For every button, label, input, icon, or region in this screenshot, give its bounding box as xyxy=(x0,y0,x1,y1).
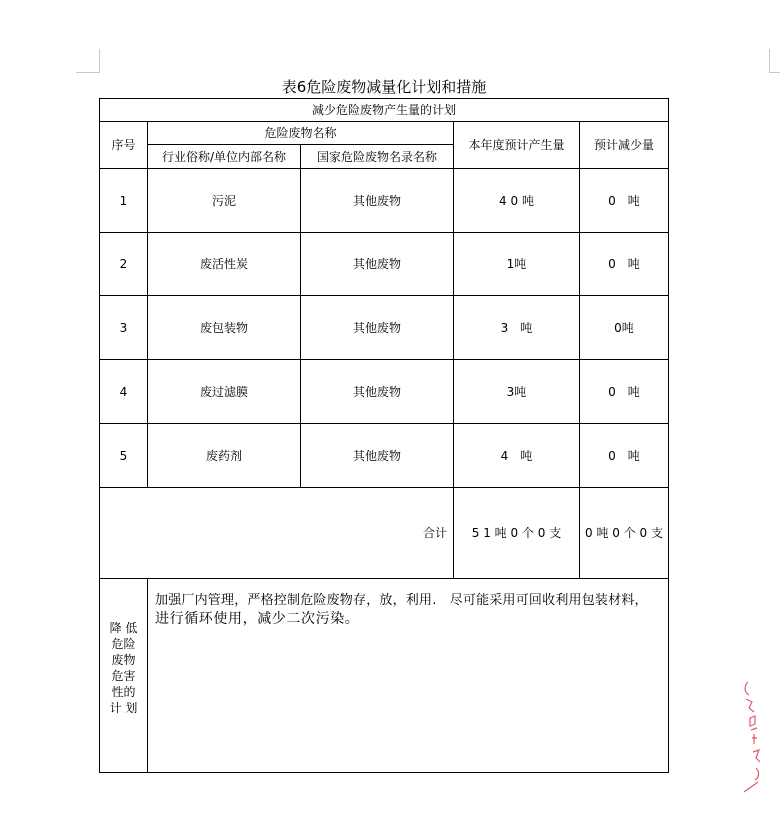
crop-mark-left-h xyxy=(76,72,99,73)
measures-text xyxy=(155,591,667,629)
row-industry-name: 废活性炭 xyxy=(199,257,248,271)
header-waste-name: 危险废物名称 xyxy=(264,126,337,140)
row-seq: 4 xyxy=(119,384,128,399)
section-header: 减少危险废物产生量的计划 xyxy=(311,103,456,117)
row-annual-amount: 1吨 xyxy=(506,257,527,271)
row-expected-reduction: 0 吨 xyxy=(608,448,640,463)
measures-label-char: 危险 xyxy=(111,637,136,651)
measures-line: 进行循环使用，减少二次污染。 xyxy=(155,611,360,627)
measures-line: 加强厂内管理，严格控制危险废物存，放，利用. 尽可能采用可回收利用包装材料， xyxy=(155,593,648,608)
row-seq: 5 xyxy=(119,448,128,463)
row-expected-reduction: 0 吨 xyxy=(608,384,640,399)
row-national-name: 其他废物 xyxy=(352,384,401,399)
row-national-name: 其他废物 xyxy=(352,193,401,208)
measures-label xyxy=(100,620,147,716)
measures-label-char: 废物 xyxy=(111,653,136,667)
crop-mark-left-v xyxy=(99,49,100,73)
row-industry-name: 废过滤膜 xyxy=(199,384,248,399)
row-seq: 2 xyxy=(119,257,128,271)
header-industry-name: 行业俗称/单位内部名称 xyxy=(161,149,287,164)
measures-label-char: 计 划 xyxy=(109,701,138,715)
row-annual-amount: 3 吨 xyxy=(500,320,533,335)
row-expected-reduction: 0 吨 xyxy=(608,193,640,208)
measures-label-char: 性的 xyxy=(111,685,136,699)
row-industry-name: 污泥 xyxy=(211,193,236,208)
row-industry-name: 废包装物 xyxy=(199,320,248,335)
measures-label-char: 危害 xyxy=(111,669,136,683)
row-annual-amount: 3吨 xyxy=(506,384,527,399)
row-seq: 3 xyxy=(119,320,128,335)
row-industry-name: 废药剂 xyxy=(205,448,242,463)
row-national-name: 其他废物 xyxy=(352,320,401,335)
total-annual-amount: 5 1 吨 0 个 0 支 xyxy=(471,526,562,540)
row-seq: 1 xyxy=(119,193,128,208)
total-expected-reduction: 0 吨 0 个 0 支 xyxy=(585,526,663,540)
table-title: 表6危险废物减量化计划和措施 xyxy=(281,78,487,96)
measures-label-char: 降 低 xyxy=(109,621,138,635)
crop-mark-right-h xyxy=(769,72,780,73)
row-expected-reduction: 0吨 xyxy=(614,320,634,335)
header-annual-amount: 本年度预计产生量 xyxy=(468,138,565,152)
row-annual-amount: 4 0 吨 xyxy=(499,193,534,208)
header-seq: 序号 xyxy=(111,138,136,152)
header-expected-reduction: 预计减少量 xyxy=(593,138,654,152)
crop-mark-right-v xyxy=(769,49,770,73)
row-expected-reduction: 0 吨 xyxy=(608,257,640,271)
stamp-fragment-icon xyxy=(740,668,766,798)
row-annual-amount: 4 吨 xyxy=(500,448,533,463)
total-label: 合计 xyxy=(422,526,447,540)
row-national-name: 其他废物 xyxy=(352,257,401,271)
row-national-name: 其他废物 xyxy=(352,448,401,463)
header-national-name: 国家危险废物名录名称 xyxy=(316,149,437,164)
